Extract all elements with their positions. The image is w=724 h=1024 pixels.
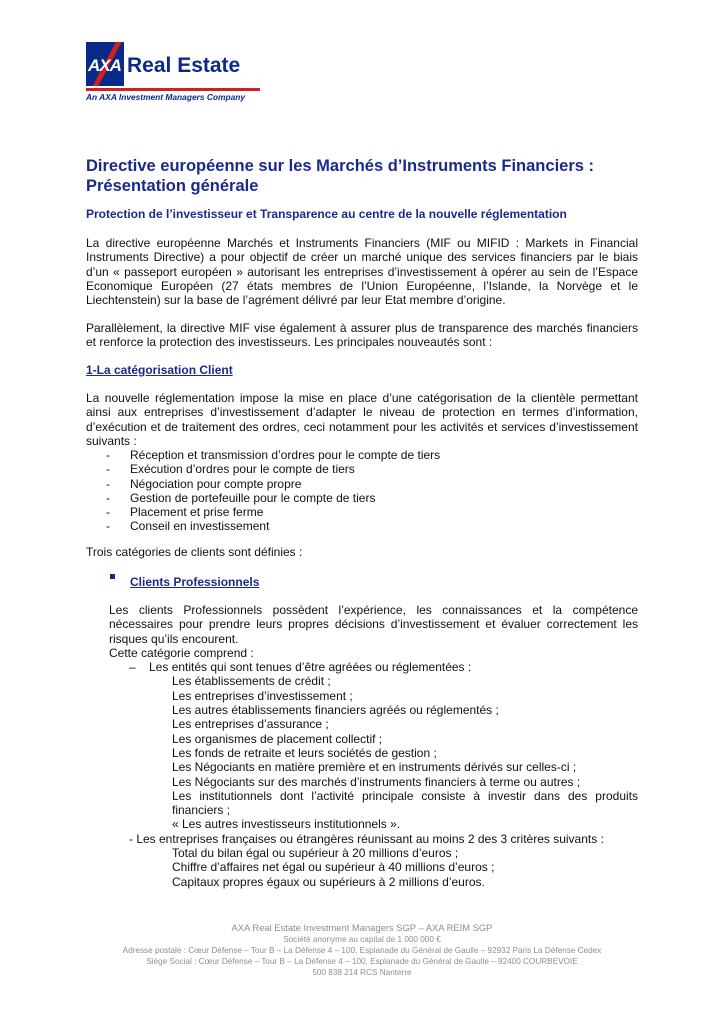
list-item: Capitaux propres égaux ou supérieurs à 2 millions d’euros. — [172, 874, 485, 889]
group1-label: – Les entités qui sont tenues d’être agréées ou réglementées : — [129, 660, 472, 675]
second-paragraph: Parallèlement, la directive MIF vise également à assurer plus de transparence des marchés financiers et renforce la protection des investisseurs. Les principales nouveautés sont : — [86, 321, 638, 350]
axa-real-estate-logo — [86, 42, 266, 106]
list-item: « Les autres investisseurs institutionnels ». — [172, 817, 401, 832]
section1-paragraph: La nouvelle réglementation impose la mise en place d’une catégorisation de la clientèle permettant ainsi aux entreprises d’investissement d’adapter le niveau de protection en termes d’information, d’exécution et de traitement des ordres, ceci notamment pour les activités et services d’investissement suivants : — [86, 391, 638, 448]
list-item: Les établissements de crédit ; — [172, 674, 331, 689]
footer-company: AXA Real Estate Investment Managers SGP – AXA REIM SGP — [231, 922, 493, 933]
footer-rcs: 500 838 214 RCS Nanterre — [312, 968, 412, 977]
list-item: Les autres établissements financiers agréés ou réglementés ; — [172, 703, 499, 718]
list-item: Les entreprises d’investissement ; — [172, 688, 353, 703]
axa-logo-mark — [86, 42, 124, 86]
list-item: Chiffre d’affaires net égal ou supérieur à 40 millions d’euros ; — [172, 860, 495, 875]
logo-divider — [86, 88, 260, 91]
list-item: Les fonds de retraite et leurs sociétés de gestion ; — [172, 745, 437, 760]
professionals-description: Les clients Professionnels possèdent l’expérience, les connaissances et la compétence nécessaires pour prendre leurs propres décisions d’investissement et évaluer correctement les risques qu’ils encourent. — [109, 603, 638, 646]
list-item: - Réception et transmission d’ordres pour le compte de tiers — [106, 448, 441, 462]
second-paragraph-block — [86, 321, 638, 350]
logo-mark-text: AXA — [88, 56, 121, 75]
list-item: Total du bilan égal ou supérieur à 20 millions d’euros ; — [172, 846, 459, 861]
list-item: - Conseil en investissement — [106, 519, 270, 534]
page-footer — [0, 922, 724, 978]
logo-tagline: An AXA Investment Managers Company — [86, 92, 246, 102]
list-item: - Négociation pour compte propre — [106, 476, 302, 491]
professionals-description-block — [109, 603, 638, 889]
group2-label: - Les entreprises françaises ou étrangères réunissant au moins 2 des 3 critères suivants : — [129, 831, 604, 846]
professionals-includes: Cette catégorie comprend : — [109, 645, 254, 660]
footer-postal-address: Adresse postale : Cœur Défense – Tour B – La Défense 4 – 100, Esplanade du Général de Gaulle – 92932 Paris La Défense Cedex — [122, 946, 602, 955]
intro-paragraph: La directive européenne Marchés et Instruments Financiers (MIF ou MIFID : Markets in Financial Instruments Directive) a pour objectif de créer un marché unique des services financiers par le biais d’un « passeport européen » autorisant les entreprises d’investissement à opérer au sein de l’Espace Economique Européen (27 états membres de l’Union Européenne, l’Islande, la Norvège et le Liechtenstein) sur la base de l’agrément délivré par leur Etat membre d’origine. — [86, 236, 638, 308]
list-item: Les Négociants en matière première et en instruments dérivés sur celles-ci ; — [172, 760, 577, 775]
section-heading-categorisation: 1-La catégorisation Client — [86, 363, 233, 377]
list-item: - Gestion de portefeuille pour le compte de tiers — [106, 490, 376, 505]
intro-paragraph-block — [86, 236, 638, 307]
list-item: Les organismes de placement collectif ; — [172, 731, 383, 746]
square-bullet-icon — [110, 574, 115, 579]
categories-intro: Trois catégories de clients sont définies : — [86, 545, 303, 559]
clients-professionnels-heading: Clients Professionnels — [130, 575, 260, 589]
footer-capital: Société anonyme au capital de 1 000 000 € — [283, 935, 441, 944]
list-item: - Exécution d’ordres pour le compte de tiers — [106, 462, 355, 477]
document-subtitle: Protection de l’investisseur et Transparence au centre de la nouvelle réglementation — [86, 207, 567, 221]
footer-registered-office: Siège Social : Cœur Défense – Tour B – La Défense 4 – 100, Esplanade du Général de Gaulle – 92400 COURBEVOIE — [146, 957, 578, 966]
section1-paragraph-block — [86, 391, 638, 448]
list-item: Les institutionnels dont l’activité principale consiste à investir dans des produits financiers ; — [172, 788, 638, 818]
services-list — [86, 448, 638, 534]
document-title: Directive européenne sur les Marchés d’Instruments Financiers : Présentation générale — [86, 157, 595, 195]
list-item: - Placement et prise ferme — [106, 505, 264, 520]
categories-intro-block — [86, 545, 638, 559]
list-item: Les Négociants sur des marchés d’instruments financiers à terme ou autres ; — [172, 774, 581, 789]
logo-name: Real Estate — [127, 54, 241, 77]
list-item: Les entreprises d’assurance ; — [172, 717, 329, 732]
